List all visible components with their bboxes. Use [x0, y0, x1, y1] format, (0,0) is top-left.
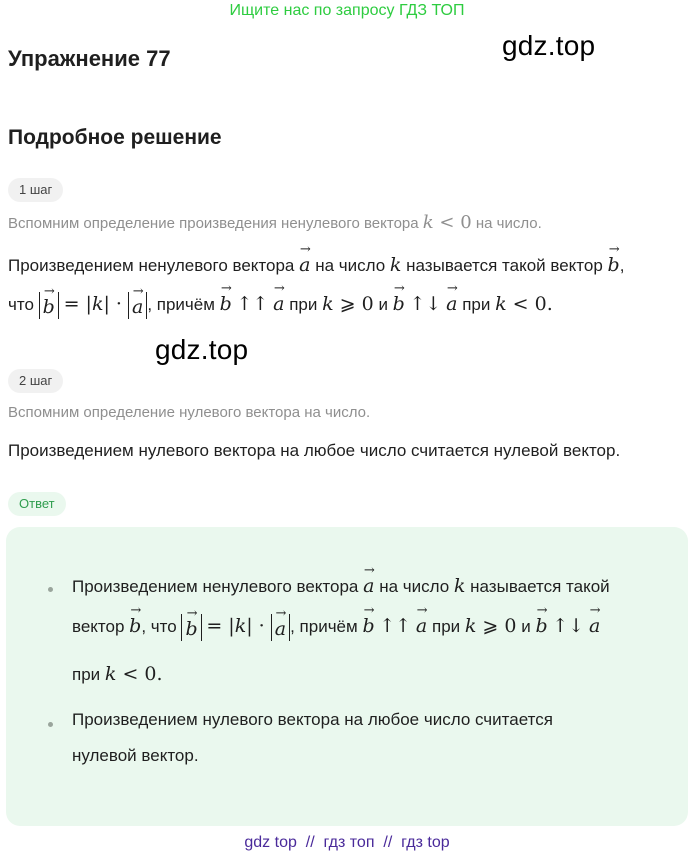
answer-text: Произведением нулевого вектора на любое число считается: [72, 710, 553, 729]
step-hint: Вспомним определение нулевого вектора на число.: [8, 404, 371, 421]
bullet-dot: [48, 722, 53, 727]
promo-banner[interactable]: Ищите нас по запросу ГДЗ ТОП: [229, 2, 465, 19]
step-badge: 1 шаг: [8, 178, 63, 202]
step-text: Произведением нулевого вектора на любое число считается нулевой вектор.: [8, 441, 621, 460]
section-title: Подробное решение: [8, 126, 222, 149]
answer-text: нулевой вектор.: [72, 746, 199, 765]
watermark: gdz.top: [502, 30, 596, 61]
bullet-dot: [48, 587, 53, 592]
answer-text: при k < 0.: [72, 663, 163, 685]
watermark: gdz.top: [155, 334, 249, 365]
answer-text: Произведением ненулевого вектора a → на число k называется такой: [72, 563, 610, 597]
answer-text: вектор b → , что b → = |k| · a → , причём b → ↑↑ a → при k ⩾ 0 и b → ↑↓ a →: [72, 602, 601, 640]
footer-links[interactable]: gdz top // гдз топ // гдз top: [244, 834, 450, 851]
step-text: Произведением ненулевого вектора a → на число k называется такой вектор b → ,: [8, 242, 625, 276]
page-title: Упражнение 77: [8, 46, 171, 71]
answer-badge: Ответ: [8, 492, 66, 516]
step-hint: Вспомним определение произведения ненулевого вектора k < 0 на число.: [8, 212, 542, 233]
step-text: что b → = |k| · a → , причём b → ↑↑ a → при k ⩾ 0 и b → ↑↓ a → при k < 0.: [8, 280, 553, 318]
step-badge: 2 шаг: [8, 369, 63, 393]
